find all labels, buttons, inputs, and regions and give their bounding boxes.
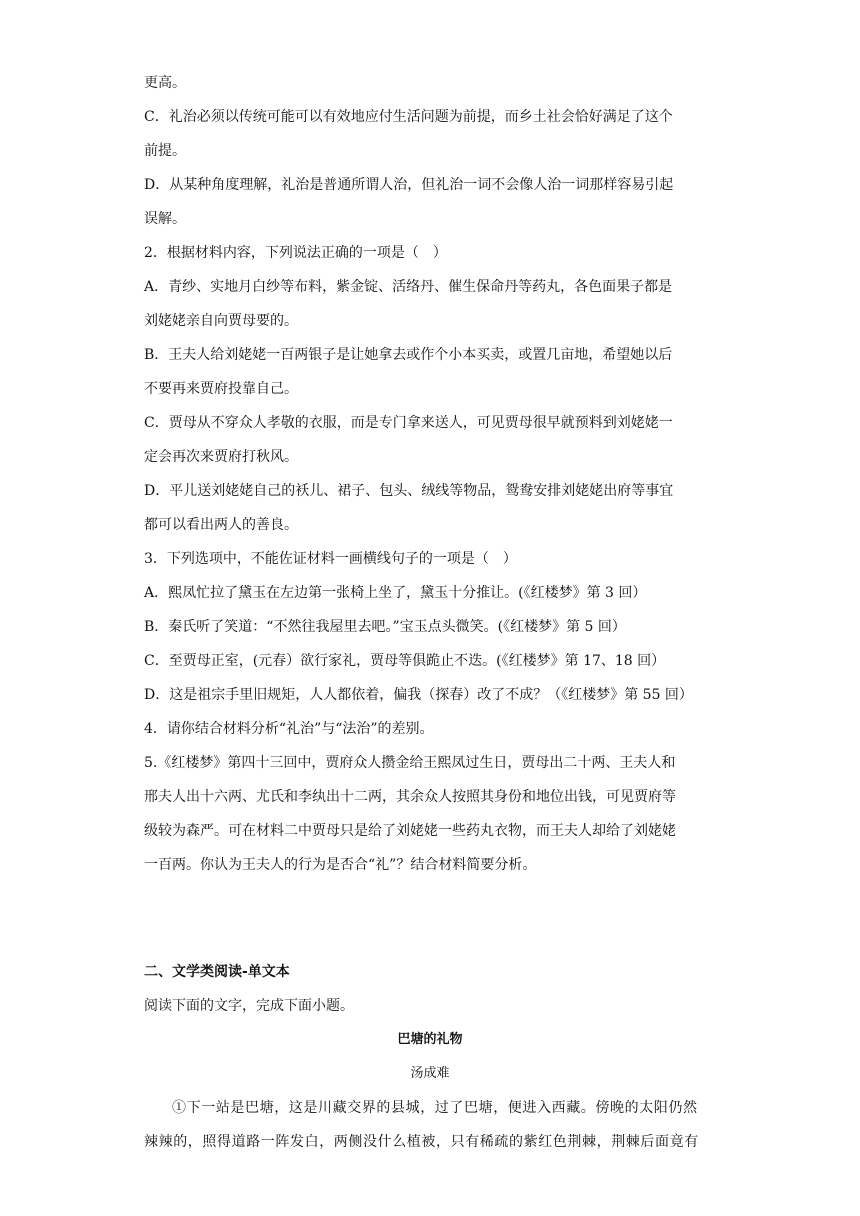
option-c-line-2: 前提。: [144, 143, 186, 159]
article-author: 汤成难: [410, 1066, 450, 1081]
question-5-line-2: 邢夫人出十六两、尤氏和李纨出十二两，其余众人按照其身份和地位出钱，可见贾府等: [144, 789, 676, 805]
q2-option-b-line-1: B．王夫人给刘姥姥一百两银子是让她拿去或作个小本买卖，或置几亩地，希望她以后: [144, 347, 673, 363]
q2-option-d-line-2: 都可以看出两人的善良。: [144, 517, 298, 533]
paragraph-1-line-1: ①下一站是巴塘，这是川藏交界的县城，过了巴塘，便进入西藏。傍晚的太阳仍然: [172, 1100, 698, 1116]
text-line: 更高。: [144, 75, 186, 91]
section-instruction: 阅读下面的文字，完成下面小题。: [144, 998, 354, 1014]
option-c-line-1: C．礼治必须以传统可能可以有效地应付生活问题为前提，而乡土社会恰好满足了这个: [144, 109, 673, 125]
paragraph-1-line-2: 辣辣的，照得道路一阵发白，两侧没什么植被，只有稀疏的紫红色荆棘，荆棘后面竟有: [144, 1134, 699, 1150]
question-5-line-3: 级较为森严。可在材料二中贾母只是给了刘姥姥一些药丸衣物，而王夫人却给了刘姥姥: [144, 823, 676, 839]
q2-option-b-line-2: 不要再来贾府投靠自己。: [144, 381, 298, 397]
article-title: 巴塘的礼物: [397, 1032, 463, 1047]
q3-option-b: B．秦氏听了笑道：“不然往我屋里去吧。”宝玉点头微笑。(《红楼梦》第 5 回）: [144, 619, 626, 635]
option-d-line-2: 误解。: [144, 211, 186, 227]
question-3: 3．下列选项中，不能佐证材料一画横线句子的一项是（ ）: [144, 551, 517, 567]
q2-option-c-line-1: C．贾母从不穿众人孝敬的衣服，而是专门拿来送人，可见贾母很早就预料到刘姥姥一: [144, 415, 673, 431]
question-2: 2．根据材料内容，下列说法正确的一项是（ ）: [144, 245, 447, 261]
question-5-line-1: 5.《红楼梦》第四十三回中，贾府众人攒金给王熙凤过生日，贾母出二十两、王夫人和: [144, 755, 676, 771]
q2-option-a-line-2: 刘姥姥亲自向贾母要的。: [144, 313, 298, 329]
question-5-line-4: 一百两。你认为王夫人的行为是否合“礼”？结合材料简要分析。: [144, 857, 537, 873]
section-title: 二、文学类阅读-单文本: [144, 964, 290, 980]
q3-option-a: A．熙凤忙拉了黛玉在左边第一张椅上坐了，黛玉十分推让。(《红楼梦》第 3 回）: [144, 585, 647, 601]
q2-option-c-line-2: 定会再次来贾府打秋风。: [144, 449, 298, 465]
q2-option-a-line-1: A．青纱、实地月白纱等布料，紫金锭、活络丹、催生保命丹等药丸，各色面果子都是: [144, 279, 673, 295]
option-d-line-1: D．从某种角度理解，礼治是普通所谓人治，但礼治一词不会像人治一词那样容易引起: [144, 177, 674, 193]
question-4: 4．请你结合材料分析“礼治”与“法治”的差别。: [144, 721, 434, 737]
q3-option-c: C．至贾母正室，(元春）欲行家礼，贾母等俱跪止不迭。(《红楼梦》第 17、18 回）: [144, 653, 666, 669]
q3-option-d: D．这是祖宗手里旧规矩，人人都依着，偏我（探春）改了不成？（《红楼梦》第 55 回）: [144, 687, 693, 703]
q2-option-d-line-1: D．平儿送刘姥姥自己的袄儿、裙子、包头、绒线等物品，鸳鸯安排刘姥姥出府等事宜: [144, 483, 674, 499]
